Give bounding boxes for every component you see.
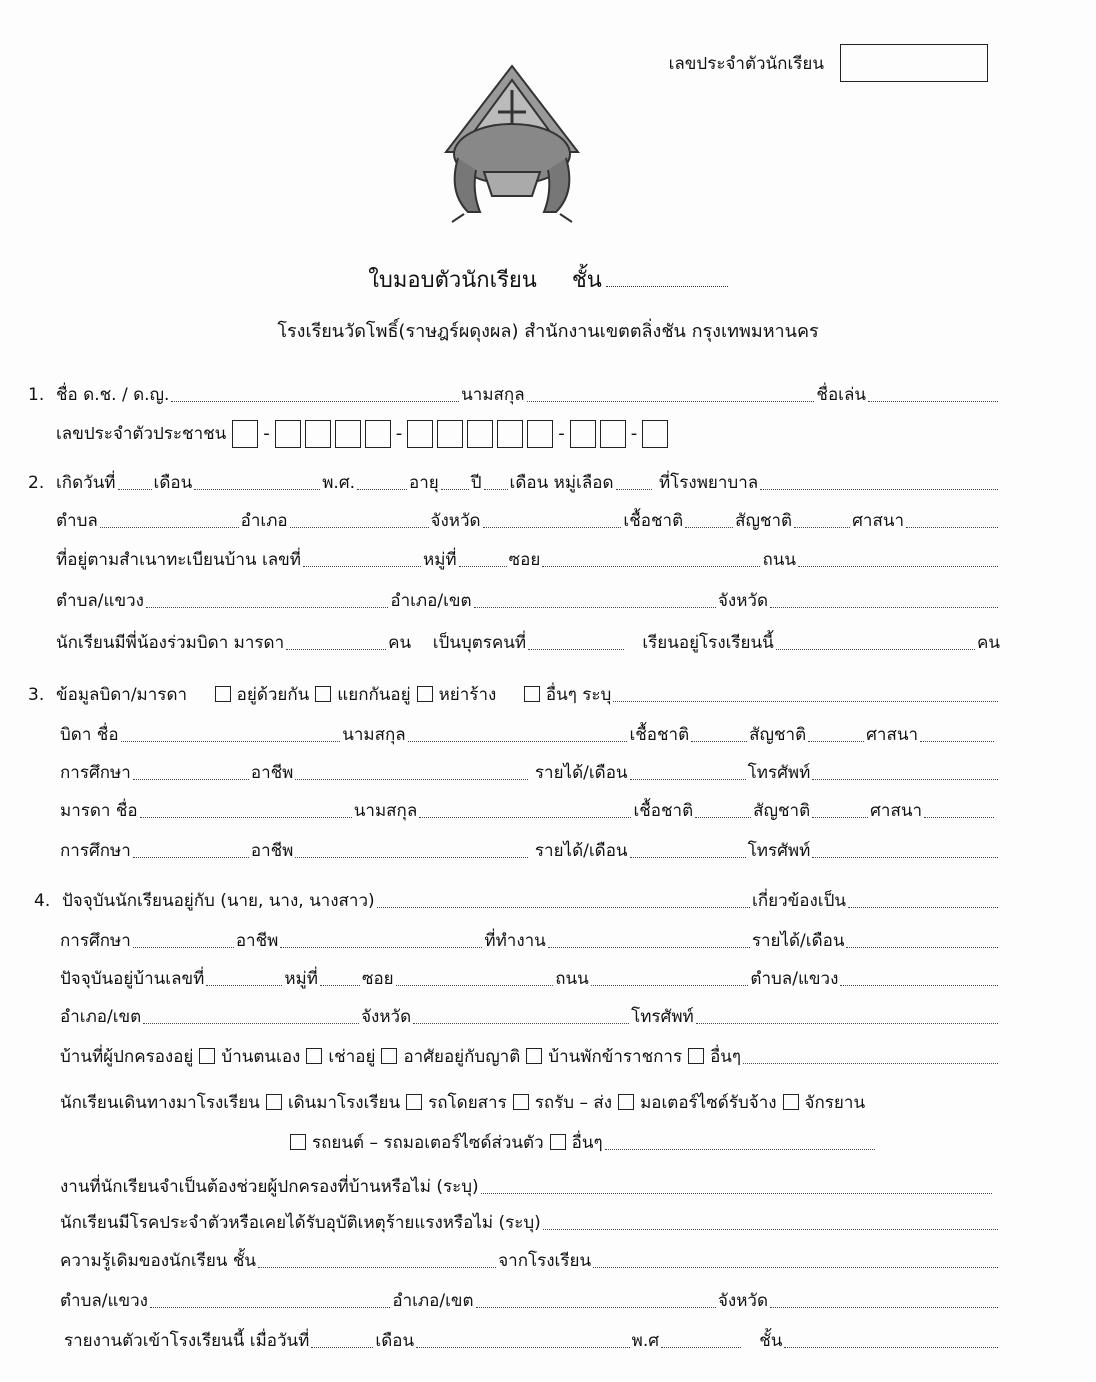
in-school-label: เรียนอยู่โรงเรียนนี้ [642, 633, 774, 653]
illness-field[interactable] [543, 1228, 998, 1230]
birth-year-field[interactable] [357, 488, 407, 490]
title-text: ใบมอบตัวนักเรียน [368, 268, 537, 293]
s1-citizen-row [56, 420, 816, 448]
travel-motortaxi-checkbox[interactable] [618, 1094, 634, 1110]
travel-bus-checkbox[interactable] [406, 1094, 422, 1110]
home-relative-checkbox[interactable] [381, 1048, 397, 1064]
age-month-field[interactable] [484, 488, 508, 490]
father-phone-field[interactable] [812, 778, 998, 780]
prior-grade-label: ความรู้เดิมของนักเรียน ชั้น [60, 1251, 256, 1271]
student-id-area [669, 44, 988, 82]
mother-income-field[interactable] [630, 856, 746, 858]
current-province-label: จังหวัด [361, 1007, 412, 1027]
nickname-label: ชื่อเล่น [816, 385, 867, 405]
prior-tambon-label: ตำบล/แขวง [60, 1291, 148, 1311]
birth-day-label: เกิดวันที่ [56, 473, 116, 493]
s2-locality-row [56, 510, 1000, 532]
age-year-label: ปี [470, 473, 482, 493]
travel-walk-checkbox[interactable] [266, 1094, 282, 1110]
guardian-phone-field[interactable] [696, 1022, 998, 1024]
report-year-label: พ.ศ [631, 1331, 660, 1351]
travel-label: นักเรียนเดินทางมาโรงเรียน [60, 1093, 260, 1113]
s3-father-job-row [60, 762, 1000, 784]
current-soi-label: ซอย [361, 969, 394, 989]
mother-nationality-field[interactable] [812, 816, 868, 818]
hospital-label: ที่โรงพยาบาล [658, 473, 759, 493]
home-own-checkbox[interactable] [199, 1048, 215, 1064]
mother-phone-label: โทรศัพท์ [747, 841, 811, 861]
father-income-field[interactable] [630, 778, 746, 780]
home-other-checkbox[interactable] [688, 1048, 704, 1064]
province2-label: จังหวัด [717, 591, 769, 611]
current-moo-label: หมู่ที่ [284, 969, 318, 989]
mother-name-field[interactable] [140, 816, 352, 818]
province2-field[interactable] [770, 606, 998, 608]
birth-month-field[interactable] [194, 488, 320, 490]
section-number: 4. [34, 891, 51, 911]
guardian-education-field[interactable] [133, 946, 234, 948]
birth-day-field[interactable] [118, 488, 152, 490]
province-label: จังหวัด [430, 511, 481, 531]
lives-with-field[interactable] [377, 906, 750, 908]
tambon2-label: ตำบล/แขวง [56, 591, 144, 611]
road-label: ถนน [762, 550, 796, 570]
s3-father-row [60, 724, 996, 746]
house-no-label: ปัจจุบันอยู่บ้านเลขที่ [60, 969, 205, 989]
home-other-field[interactable] [743, 1062, 998, 1064]
father-surname-label: นามสกุล [342, 725, 406, 745]
religion-field[interactable] [906, 526, 998, 528]
grade-label: ชั้น [571, 268, 602, 293]
age-month-label: เดือน [509, 473, 549, 493]
current-road-field[interactable] [591, 984, 749, 986]
prior-amphoe-field[interactable] [476, 1306, 716, 1308]
mother-surname-label: นามสกุล [353, 801, 418, 821]
relation-label: เกี่ยวข้องเป็น [752, 891, 846, 911]
father-nationality-label: สัญชาติ [749, 725, 807, 745]
current-road-label: ถนน [555, 969, 589, 989]
report-month-field[interactable] [416, 1346, 630, 1348]
travel-bicycle-checkbox[interactable] [783, 1094, 799, 1110]
prior-tambon-field[interactable] [150, 1306, 390, 1308]
grade-field[interactable] [606, 272, 728, 287]
mother-occupation-field[interactable] [295, 856, 527, 858]
mother-surname-field[interactable] [419, 816, 631, 818]
siblings-field[interactable] [286, 648, 386, 650]
moo-field[interactable] [459, 565, 507, 567]
s4-report-row [64, 1330, 1000, 1352]
guardian-occupation-field[interactable] [280, 946, 482, 948]
report-day-field[interactable] [311, 1346, 373, 1348]
amphoe-label: อำเภอ [240, 511, 288, 531]
s3-mother-job-row [60, 840, 1000, 862]
travel-shuttle-label: รถรับ – ส่ง [534, 1093, 613, 1113]
opt-separated-checkbox[interactable] [315, 686, 331, 702]
home-type-label: บ้านที่ผู้ปกครองอยู่ [60, 1047, 194, 1067]
s4-home-type-row [60, 1046, 1000, 1068]
mother-education-label: การศึกษา [60, 841, 131, 861]
mother-nationality-label: สัญชาติ [753, 801, 811, 821]
mother-phone-field[interactable] [812, 856, 998, 858]
home-rent-checkbox[interactable] [306, 1048, 322, 1064]
mother-religion-field[interactable] [924, 816, 994, 818]
father-race-field[interactable] [691, 740, 747, 742]
section-number: 1. [28, 385, 45, 405]
nickname-field[interactable] [868, 400, 998, 402]
mother-religion-label: ศาสนา [870, 801, 923, 821]
section-number: 3. [28, 685, 45, 705]
s4-guardian-row [34, 890, 1000, 912]
surname-field[interactable] [527, 400, 815, 402]
report-year-field[interactable] [661, 1346, 741, 1348]
prior-province-label: จังหวัด [717, 1291, 769, 1311]
guardian-income-label: รายได้/เดือน [751, 931, 845, 951]
father-surname-field[interactable] [408, 740, 628, 742]
current-amphoe-field[interactable] [143, 1022, 359, 1024]
guardian-occupation-label: อาชีพ [235, 931, 279, 951]
current-tambon-label: ตำบล/แขวง [750, 969, 839, 989]
address-label: ที่อยู่ตามสำเนาทะเบียนบ้าน เลขที่ [56, 550, 302, 570]
s3-mother-row [60, 800, 996, 822]
father-occupation-field[interactable] [295, 778, 527, 780]
citizen-id-label: เลขประจำตัวประชาชน [56, 424, 227, 444]
report-grade-label: ชั้น [759, 1331, 783, 1351]
tambon-label: ตำบล [56, 511, 98, 531]
name-field[interactable] [171, 400, 459, 402]
father-education-field[interactable] [133, 778, 249, 780]
chores-field[interactable] [481, 1192, 992, 1194]
home-official-label: บ้านพักข้าราชการ [548, 1047, 683, 1067]
blood-type-label: หมู่เลือด [553, 473, 614, 493]
home-rent-label: เช่าอยู่ [328, 1047, 376, 1067]
home-own-label: บ้านตนเอง [221, 1047, 301, 1067]
father-religion-field[interactable] [920, 740, 994, 742]
home-other-label: อื่นๆ [710, 1047, 742, 1067]
age-label: อายุ [409, 473, 439, 493]
father-religion-label: ศาสนา [866, 725, 919, 745]
s4-guardian-job-row [60, 930, 1000, 952]
religion-label: ศาสนา [852, 511, 904, 531]
s4-district-row [60, 1006, 1000, 1028]
mother-name-label: มารดา ชื่อ [60, 801, 138, 821]
father-phone-label: โทรศัพท์ [747, 763, 811, 783]
prior-grade-field[interactable] [258, 1266, 496, 1268]
province-field[interactable] [483, 526, 622, 528]
father-name-field[interactable] [121, 740, 341, 742]
report-date-label: รายงานตัวเข้าโรงเรียนนี้ เมื่อวันที่ [64, 1331, 310, 1351]
father-income-label: รายได้/เดือน [534, 763, 628, 783]
report-month-label: เดือน [375, 1331, 415, 1351]
mother-race-field[interactable] [695, 816, 751, 818]
mother-race-label: เชื้อชาติ [633, 801, 694, 821]
person-label: คน [388, 633, 412, 653]
prior-province-field[interactable] [770, 1306, 998, 1308]
opt-divorced-label: หย่าร้าง [438, 685, 497, 705]
student-id-box[interactable] [840, 44, 988, 82]
s4-travel-row [60, 1092, 1000, 1114]
s4-address-row [60, 968, 1000, 990]
s4-chores-row [60, 1176, 994, 1198]
opt-separated-label: แยกกันอยู่ [337, 685, 411, 705]
s2-district-row [56, 590, 1000, 612]
s4-prior-district-row [60, 1290, 1000, 1312]
house-no-field[interactable] [303, 565, 421, 567]
opt-other-field[interactable] [613, 700, 998, 702]
travel-private-label: รถยนต์ – รถมอเตอร์ไซด์ส่วนตัว [312, 1133, 544, 1153]
tambon-field[interactable] [100, 526, 239, 528]
school-name: โรงเรียนวัดโพธิ์(ราษฎร์ผดุงผล) สำนักงานเขตตลิ่งชัน กรุงเทพมหานคร [277, 321, 819, 342]
hospital-field[interactable] [760, 488, 998, 490]
home-relative-label: อาศัยอยู่กับญาติ [403, 1047, 521, 1067]
relation-field[interactable] [848, 906, 998, 908]
tambon2-field[interactable] [146, 606, 388, 608]
guardian-education-label: การศึกษา [60, 931, 131, 951]
amphoe-field[interactable] [290, 526, 429, 528]
child-no-field[interactable] [528, 648, 624, 650]
citizen-id-boxes[interactable]: - - - - [232, 420, 668, 448]
mother-education-field[interactable] [133, 856, 249, 858]
section-number: 2. [28, 473, 45, 493]
lives-with-label: ปัจจุบันนักเรียนอยู่กับ (นาย, นาง, นางสาว) [62, 891, 375, 911]
travel-bus-label: รถโดยสาร [428, 1093, 507, 1113]
age-field[interactable] [441, 488, 469, 490]
from-school-label: จากโรงเรียน [498, 1251, 592, 1271]
father-name-label: บิดา ชื่อ [60, 725, 119, 745]
mother-occupation-label: อาชีพ [250, 841, 294, 861]
road-field[interactable] [798, 565, 998, 567]
workplace-label: ที่ทำงาน [484, 931, 546, 951]
s4-prior-row [60, 1250, 1000, 1272]
travel-private-checkbox[interactable] [290, 1134, 306, 1150]
s1-name-row [28, 384, 1000, 406]
travel-motortaxi-label: มอเตอร์ไซด์รับจ้าง [640, 1093, 777, 1113]
workplace-field[interactable] [548, 946, 750, 948]
amphoe2-field[interactable] [474, 606, 716, 608]
surname-label: นามสกุล [461, 385, 525, 405]
opt-other-label: อื่นๆ ระบุ [545, 685, 612, 705]
birth-year-label: พ.ศ. [322, 473, 356, 493]
current-house-no-field[interactable] [206, 984, 282, 986]
name-label: ชื่อ ด.ช. / ด.ญ. [56, 385, 170, 405]
s4-illness-row [60, 1212, 1000, 1234]
travel-other-label: อื่นๆ [571, 1133, 603, 1153]
current-amphoe-label: อำเภอ/เขต [60, 1007, 142, 1027]
blood-type-field[interactable] [616, 488, 652, 490]
home-official-checkbox[interactable] [526, 1048, 542, 1064]
parents-status-label: ข้อมูลบิดา/มารดา [56, 685, 188, 705]
opt-together-label: อยู่ด้วยกัน [236, 685, 310, 705]
s3-status-row [28, 684, 1000, 706]
s2-siblings-row [56, 632, 1000, 654]
race-field[interactable] [685, 526, 733, 528]
siblings-label: นักเรียนมีพี่น้องร่วมบิดา มารดา [56, 633, 285, 653]
travel-shuttle-checkbox[interactable] [513, 1094, 529, 1110]
child-no-label: เป็นบุตรคนที่ [432, 633, 527, 653]
current-moo-field[interactable] [320, 984, 360, 986]
from-school-field[interactable] [593, 1266, 998, 1268]
opt-together-checkbox[interactable] [215, 686, 231, 702]
opt-divorced-checkbox[interactable] [417, 686, 433, 702]
bangkok-emblem-logo [428, 62, 596, 230]
travel-walk-label: เดินมาโรงเรียน [287, 1093, 401, 1113]
s2-address-row [56, 549, 1000, 571]
travel-bicycle-label: จักรยาน [804, 1093, 866, 1113]
birth-month-label: เดือน [153, 473, 193, 493]
current-tambon-field[interactable] [840, 984, 998, 986]
current-province-field[interactable] [413, 1022, 629, 1024]
nationality-label: สัญชาติ [735, 511, 793, 531]
s4-travel-row2 [284, 1132, 1000, 1154]
prior-amphoe-label: อำเภอ/เขต [392, 1291, 474, 1311]
amphoe2-label: อำเภอ/เขต [390, 591, 472, 611]
report-grade-field[interactable] [784, 1346, 998, 1348]
travel-other-field[interactable] [605, 1148, 875, 1150]
guardian-income-field[interactable] [846, 946, 998, 948]
nationality-field[interactable] [794, 526, 850, 528]
chores-label: งานที่นักเรียนจำเป็นต้องช่วยผู้ปกครองที่บ้านหรือไม่ (ระบุ) [60, 1177, 479, 1197]
current-soi-field[interactable] [396, 984, 554, 986]
person2-label: คน [977, 633, 1000, 653]
father-occupation-label: อาชีพ [250, 763, 294, 783]
in-school-field[interactable] [776, 648, 975, 650]
travel-other-checkbox[interactable] [550, 1134, 566, 1150]
s2-birth-row [28, 472, 1000, 494]
form-title [0, 262, 1096, 297]
father-education-label: การศึกษา [60, 763, 131, 783]
mother-income-label: รายได้/เดือน [534, 841, 628, 861]
soi-label: ซอย [508, 550, 541, 570]
race-label: เชื้อชาติ [623, 511, 684, 531]
opt-other-checkbox[interactable] [524, 686, 540, 702]
moo-label: หมู่ที่ [423, 550, 457, 570]
guardian-phone-label: โทรศัพท์ [631, 1007, 694, 1027]
illness-label: นักเรียนมีโรคประจำตัวหรือเคยได้รับอุบัติเหตุร้ายแรงหรือไม่ (ระบุ) [60, 1213, 541, 1233]
soi-field[interactable] [542, 565, 760, 567]
student-id-label: เลขประจำตัวนักเรียน [668, 53, 824, 74]
father-nationality-field[interactable] [808, 740, 864, 742]
father-race-label: เชื้อชาติ [629, 725, 690, 745]
